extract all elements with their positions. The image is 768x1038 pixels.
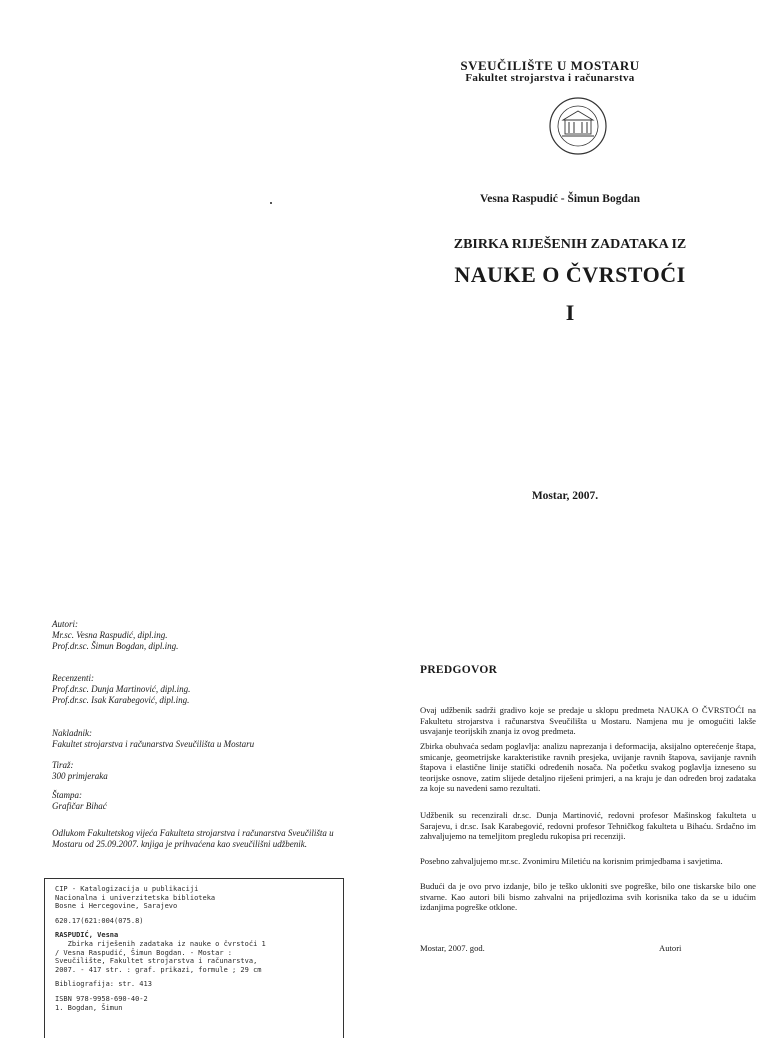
imprint-print-run <box>52 760 108 782</box>
imprint-decision-line: Odlukom Fakultetskog vijeća Fakulteta strojarstva i računarstva Sveučilišta u <box>52 828 334 838</box>
imprint-publisher-label: Nakladnik: <box>52 728 92 738</box>
cip-description-line: 2007. - 417 str. : graf. prikazi, formule ; 29 cm <box>55 965 262 974</box>
imprint-authors <box>52 619 178 652</box>
cip-description-line: Sveučilište, Fakultet strojarstva i računarstva, <box>55 957 258 966</box>
imprint-publisher-value: Fakultet strojarstva i računarstva Sveučilišta u Mostaru <box>52 739 255 749</box>
imprint-reviewers <box>52 673 190 706</box>
place-and-year: Mostar, 2007. <box>531 490 599 502</box>
preface-heading: PREDGOVOR <box>420 664 498 676</box>
imprint-publisher <box>52 728 254 750</box>
book-volume-number: I <box>565 300 575 325</box>
university-name: SVEUČILIŠTE U MOSTARU <box>460 58 640 73</box>
imprint-print-run-value: 300 primjeraka <box>52 771 108 781</box>
preface-paragraph: Budući da je ovo prvo izdanje, bilo je teško ukloniti sve pogreške, bilo one tiskarske bilo one stvarne. Kao autori bili bismo zahvalni na prijedlozima svih korisnika tako da se u idućim izdanjima pogreške otklone. <box>420 881 756 913</box>
faculty-name: Fakultet strojarstva i računarstva <box>465 72 635 84</box>
cip-line: Bosne i Hercegovine, Sarajevo <box>55 902 178 911</box>
cip-added-entry: 1. Bogdan, Šimun <box>55 1003 123 1012</box>
preface-signature-authors: Autori <box>659 943 682 953</box>
cip-bibliography: Bibliografija: str. 413 <box>55 980 152 989</box>
book-title-line2: NAUKE O ČVRSTOĆI <box>454 262 686 287</box>
cip-description-line: Zbirka riješenih zadataka iz nauke o čvrstoći 1 <box>55 939 266 948</box>
cip-isbn: ISBN 978-9958-690-40-2 <box>55 994 148 1003</box>
preface-paragraph: Zbirka obuhvaća sedam poglavlja: analizu naprezanja i deformacija, aksijalno opterećenje štapa, smicanje, geometrijske karakteristike ravnih presjeka, uvijanje ravnih štapova, savijanje ravnih štapova i elastične linije statički određenih nosača. Na početku svakog poglavlja izneseno su teorijske osnove, zatim slijede detaljno riješeni primjeri, a na kraju je dan određen broj zadataka za koje su navedeni samo rezultati. <box>420 741 756 794</box>
imprint-reviewers-label: Recenzenti: <box>52 673 94 683</box>
cip-line: Nacionalna i univerzitetska biblioteka <box>55 893 216 902</box>
preface-paragraph: Ovaj udžbenik sadrži gradivo koje se predaje u sklopu predmeta NAUKA O ČVRSTOĆI na Fakultetu strojarstva i računarstva Sveučilišta u Mostaru. Namjena mu je omogućiti lakše usvajanje teorijskih znanja iz ovog predmeta. <box>420 705 756 737</box>
imprint-decision-line: Mostaru od 25.09.2007. knjiga je prihvaćena kao sveučilišni udžbenik. <box>52 839 307 849</box>
imprint-press-value: Grafičar Bihać <box>52 801 107 811</box>
imprint-author: Prof.dr.sc. Šimun Bogdan, dipl.ing. <box>52 641 179 651</box>
imprint-author: Mr.sc. Vesna Raspudić, dipl.ing. <box>52 630 168 640</box>
imprint-press <box>52 790 107 812</box>
imprint-press-label: Štampa: <box>52 790 82 800</box>
preface-paragraph: Posebno zahvaljujemo mr.sc. Zvonimiru Miletiću na korisnim primjedbama i savjetima. <box>420 856 723 866</box>
university-seal-icon <box>548 96 608 156</box>
cip-udc: 620.17(621:004(075.8) <box>55 916 144 925</box>
book-title-line1: ZBIRKA RIJEŠENIH ZADATAKA IZ <box>453 237 687 252</box>
imprint-reviewer: Prof.dr.sc. Isak Karabegović, dipl.ing. <box>52 695 190 705</box>
book-authors: Vesna Raspudić - Šimun Bogdan <box>480 193 640 205</box>
imprint-decision <box>52 828 352 850</box>
cip-record-box <box>44 878 344 1038</box>
preface-paragraph: Udžbenik su recenzirali dr.sc. Dunja Martinović, redovni profesor Mašinskog fakulteta u Sarajevu, i dr.sc. Isak Karabegović, redovni profesor Tehničkog fakulteta u Bihaću. Srdačno im zahvaljujemo na temeljitom pregledu rukopisa pri recenziji. <box>420 810 756 842</box>
scan-dot <box>270 202 272 204</box>
cip-line: CIP - Katalogizacija u publikaciji <box>55 885 199 893</box>
imprint-authors-label: Autori: <box>52 619 78 629</box>
preface-signature-place: Mostar, 2007. god. <box>420 943 485 953</box>
cip-description-line: / Vesna Raspudić, Šimun Bogdan. - Mostar : <box>55 948 233 957</box>
cip-main-entry: RASPUDIĆ, Vesna <box>55 931 119 940</box>
imprint-reviewer: Prof.dr.sc. Dunja Martinović, dipl.ing. <box>52 684 191 694</box>
imprint-print-run-label: Tiraž: <box>52 760 74 770</box>
